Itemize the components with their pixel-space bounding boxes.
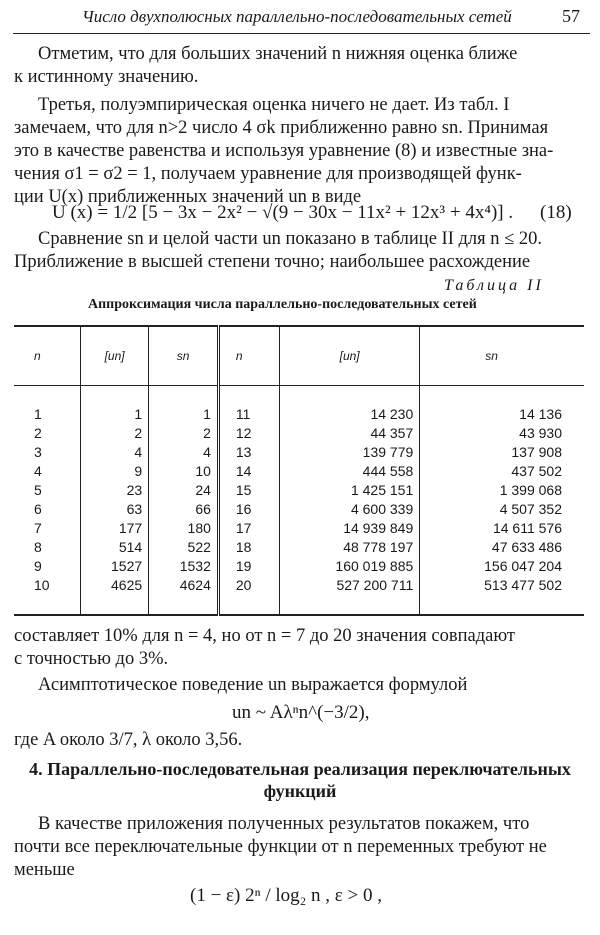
table-cell: 4625	[81, 575, 149, 615]
paragraph-line: почти все переключательные функции от n переменных требуют не	[14, 837, 547, 857]
table-cell: 9	[81, 461, 149, 480]
table-row	[14, 537, 584, 556]
table-cell: 514	[81, 537, 149, 556]
formula-18: U (x) = 1/2 [5 − 3x − 2x² − √(9 − 30x − 11x² + 12x³ + 4x⁴)] .	[52, 202, 514, 223]
table-row	[14, 518, 584, 537]
section-heading: 4. Параллельно-последовательная реализация переключательных функций	[29, 759, 571, 801]
table-cell: 10	[149, 461, 219, 480]
table-cell: 20	[218, 575, 279, 615]
table-cell: 513 477 502	[420, 575, 584, 615]
table-cell: 177	[81, 518, 149, 537]
paragraph-line: с точностью до 3%.	[14, 649, 169, 669]
table-cell: 4	[149, 442, 219, 461]
table-cell: 24	[149, 480, 219, 499]
table-header-cell: n	[14, 326, 81, 386]
table-header-cell: [un]	[279, 326, 419, 386]
table-header-cell: [un]	[81, 326, 149, 386]
asymptotic-formula: un ~ Aλⁿn^(−3/2),	[232, 702, 370, 723]
table-cell: 156 047 204	[420, 556, 584, 575]
table-cell: 4 600 339	[279, 499, 419, 518]
table-cell: 1 425 151	[279, 480, 419, 499]
table-cell: 14	[218, 461, 279, 480]
table-cell: 14 939 849	[279, 518, 419, 537]
table-header-row	[14, 326, 584, 386]
table-header-cell: sn	[420, 326, 584, 386]
table-cell: 180	[149, 518, 219, 537]
table-cell: 44 357	[279, 423, 419, 442]
table-cell: 23	[81, 480, 149, 499]
table-cell: 13	[218, 442, 279, 461]
formula-18-number: (18)	[540, 202, 572, 223]
table-row	[14, 480, 584, 499]
table-cell: 8	[34, 538, 42, 555]
table-cell: 9	[34, 557, 42, 574]
paragraph-line: составляет 10% для n = 4, но от n = 7 до 20 значения совпадают	[14, 626, 515, 646]
table-cell: 10	[34, 576, 50, 593]
table-cell: 63	[81, 499, 149, 518]
table-cell: 139 779	[279, 442, 419, 461]
table-cell: 17	[218, 518, 279, 537]
table-row	[14, 499, 584, 518]
table-cell: 2	[149, 423, 219, 442]
table-cell: 3	[34, 443, 42, 460]
table-cell: 14 136	[420, 386, 584, 424]
table-cell: 14 230	[279, 386, 419, 424]
table-title: Аппроксимация числа параллельно-последовательных сетей	[88, 297, 477, 312]
table-cell: 1	[81, 386, 149, 424]
table-cell: 1	[34, 405, 42, 422]
paragraph-line: это в качестве равенства и используя уравнение (8) и известные зна-	[14, 141, 554, 161]
table-cell: 527 200 711	[279, 575, 419, 615]
table-cell: 48 778 197	[279, 537, 419, 556]
data-table	[14, 325, 584, 616]
paragraph-line: Третья, полуэмпирическая оценка ничего не дает. Из табл. I	[38, 95, 510, 115]
table-caption: Таблица II	[444, 277, 544, 294]
table-cell: 160 019 885	[279, 556, 419, 575]
running-header-title: Число двухполюсных параллельно-последовательных сетей	[82, 7, 512, 26]
paragraph-line: ции U(x) приближенных значений un в виде	[14, 187, 362, 207]
page-number: 57	[562, 6, 580, 26]
paragraph-line: Приближение в высшей степени точно; наибольшее расхождение	[14, 252, 531, 272]
paragraph-line: Сравнение sn и целой части un показано в таблице II для n ≤ 20.	[38, 229, 543, 249]
table-row	[14, 386, 584, 424]
paragraph-line: Отметим, что для больших значений n нижняя оценка ближе	[38, 44, 518, 64]
header-rule	[13, 33, 590, 34]
table-cell: 4 507 352	[420, 499, 584, 518]
final-formula: (1 − ε) 2ⁿ / log₂ n , ε > 0 ,	[190, 885, 382, 906]
table-cell: 1527	[81, 556, 149, 575]
table-cell: 4	[34, 462, 42, 479]
table-cell: 2	[81, 423, 149, 442]
table-cell: 444 558	[279, 461, 419, 480]
table-cell: 6	[34, 500, 42, 517]
paragraph-line: замечаем, что для n>2 число 4 σk приближенно равно sn. Принимая	[14, 118, 549, 138]
table-row	[14, 556, 584, 575]
table-cell: 1532	[149, 556, 219, 575]
paragraph-line: В качестве приложения полученных результатов покажем, что	[38, 814, 530, 834]
table-cell: 14 611 576	[420, 518, 584, 537]
table-row	[14, 461, 584, 480]
table-cell: 522	[149, 537, 219, 556]
table-cell: 15	[218, 480, 279, 499]
paragraph-line: к истинному значению.	[14, 67, 199, 87]
table-cell: 137 908	[420, 442, 584, 461]
table-row	[14, 442, 584, 461]
table-cell: 2	[34, 424, 42, 441]
paragraph-line: чения σ1 = σ2 = 1, получаем уравнение для производящей функ-	[14, 164, 522, 184]
table-cell: 1	[149, 386, 219, 424]
table-cell: 18	[218, 537, 279, 556]
table-cell: 4	[81, 442, 149, 461]
paragraph-line: меньше	[14, 860, 75, 880]
table-cell: 11	[218, 386, 279, 424]
paragraph-line: Асимптотическое поведение un выражается формулой	[38, 675, 468, 695]
table-cell: 1 399 068	[420, 480, 584, 499]
table-row	[14, 575, 584, 615]
table-cell: 5	[34, 481, 42, 498]
table-cell: 4624	[149, 575, 219, 615]
table-cell: 437 502	[420, 461, 584, 480]
table-cell: 66	[149, 499, 219, 518]
table-cell: 16	[218, 499, 279, 518]
table-cell: 7	[34, 519, 42, 536]
table-cell: 47 633 486	[420, 537, 584, 556]
table-cell: 19	[218, 556, 279, 575]
paragraph-line: где A около 3/7, λ около 3,56.	[14, 730, 243, 750]
table-row	[14, 423, 584, 442]
table-cell: 43 930	[420, 423, 584, 442]
table-header-cell: n	[218, 326, 279, 386]
table-cell: 12	[218, 423, 279, 442]
table-header-cell: sn	[149, 326, 219, 386]
